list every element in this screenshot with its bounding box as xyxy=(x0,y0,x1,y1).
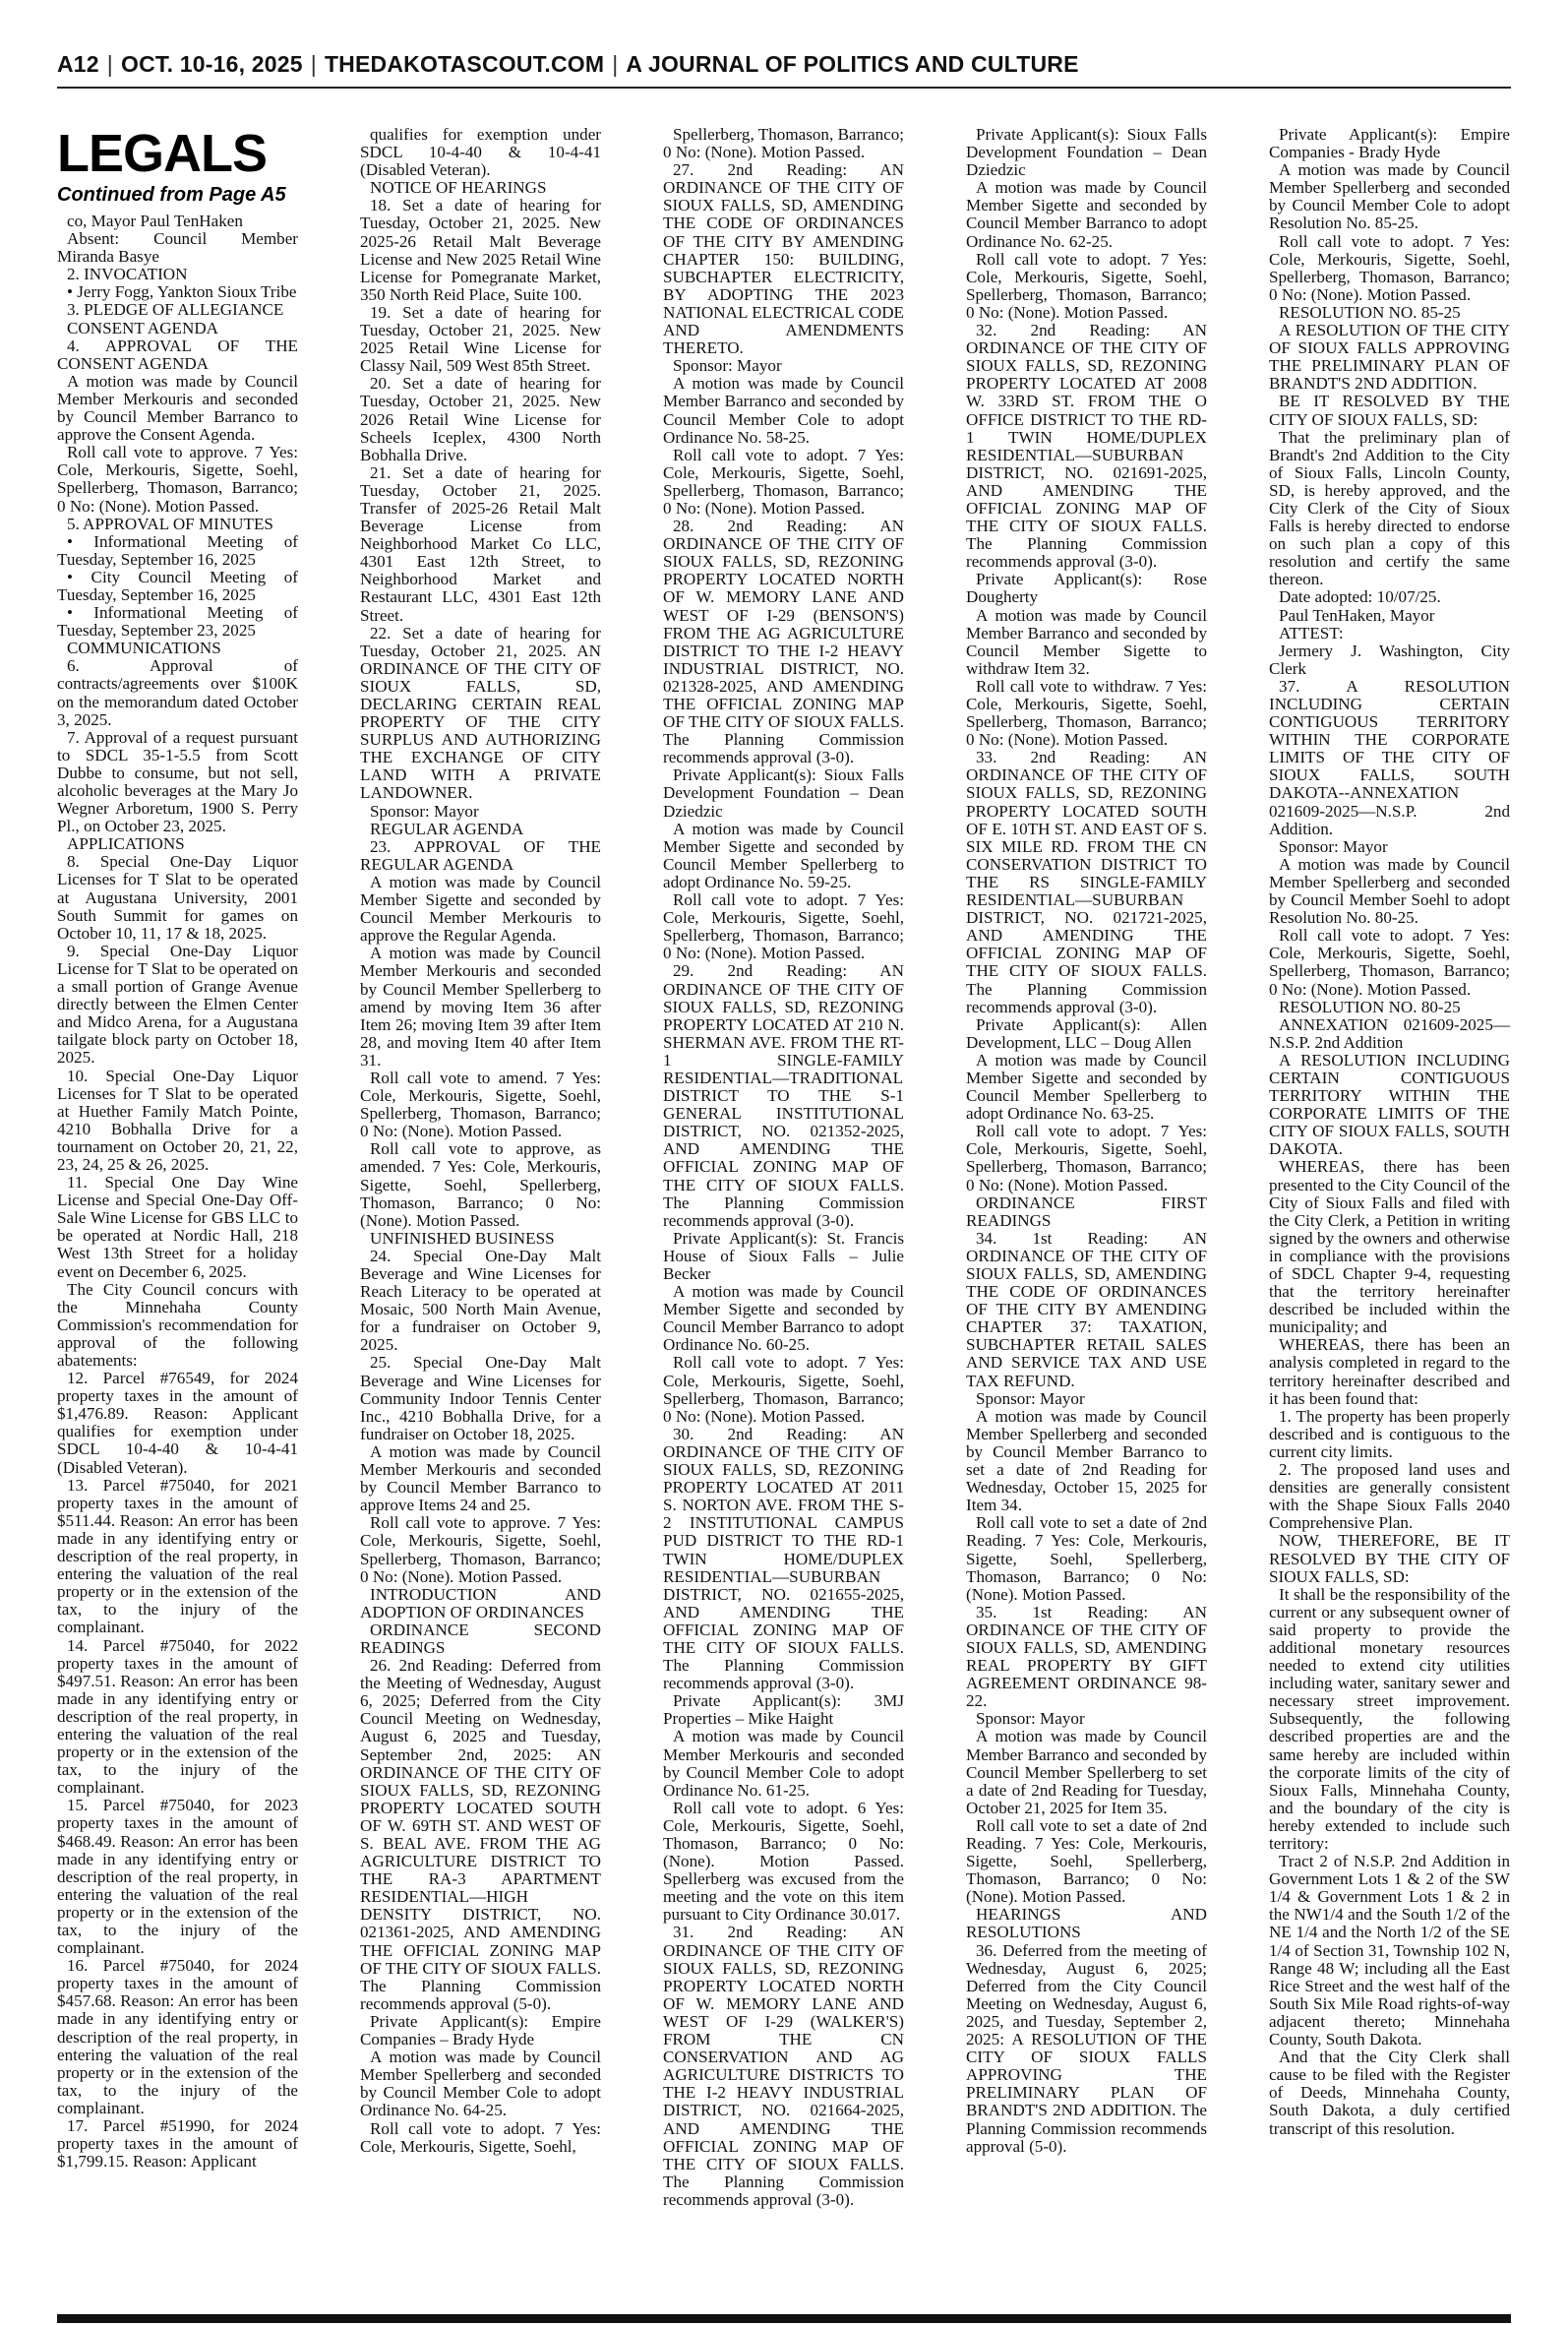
legal-paragraph: 23. APPROVAL OF THE REGULAR AGENDA xyxy=(360,836,601,874)
legal-paragraph: WHEREAS, there has been presented to the City Council of the City of Sioux Falls and filed with the City Clerk, a Petition in writing signed by the owners and otherwise in compliance with the provisions of SDCL Chapter 9-4, requesting that the territory hereinafter described be included within the municipality; and xyxy=(1269,1157,1510,1337)
page-header xyxy=(57,51,1513,83)
legal-paragraph: Date adopted: 10/07/25. xyxy=(1279,587,1441,607)
legal-paragraph: 33. 2nd Reading: AN ORDINANCE OF THE CITY OF SIOUX FALLS, SD, REZONING PROPERTY LOCATED SOUTH OF E. 10TH ST. AND EAST OF S. SIX MILE RD. FROM THE CN CONSERVATION DISTRICT TO THE RS SINGLE-FAMILY RESIDENTIAL—SUBURBAN DISTRICT, NO. 021721-2025, AND AMENDING THE OFFICIAL ZONING MAP OF THE CITY OF SIOUX FALLS. The Planning Commission recommends approval (3-0). xyxy=(966,748,1207,1016)
legal-paragraph: • Informational Meeting of Tuesday, September 16, 2025 xyxy=(57,531,298,569)
legal-paragraph: Roll call vote to approve. 7 Yes: Cole, Merkouris, Sigette, Soehl, Spellerberg, Thomason, Barranco; 0 No: (None). Motion Passed. xyxy=(57,443,298,516)
legal-paragraph: CONSENT AGENDA xyxy=(67,318,219,337)
legal-paragraph: 9. Special One-Day Liquor License for T Slat to be operated on a small portion of Grange Avenue directly between the Elmen Center and Midco Arena, for a Augustana tailgate block party on October 18, 2025. xyxy=(57,941,298,1068)
legal-paragraph: 16. Parcel #75040, for 2024 property taxes in the amount of $457.68. Reason: An error has been made in any identifying entry or description of the real property, in entering the valuation of the real property or in the extension of the tax, to the injury of the complainant. xyxy=(57,1956,298,2117)
legal-paragraph: 21. Set a date of hearing for Tuesday, October 21, 2025. Transfer of 2025-26 Retail Malt Beverage License from Neighborhood Market Co LLC, 4301 East 12th Street, to Neighborhood Market and Restaurant LLC, 4301 East 12th Street. xyxy=(360,462,601,625)
legal-paragraph: A motion was made by Council Member Barranco and seconded by Council Member Sigette to withdraw Item 32. xyxy=(966,605,1207,678)
legal-paragraph: • Jerry Fogg, Yankton Sioux Tribe xyxy=(67,282,297,302)
legals-columns xyxy=(57,126,1511,2308)
legal-paragraph: Jermery J. Washington, City Clerk xyxy=(1269,641,1510,678)
legal-paragraph: 7. Approval of a request pursuant to SDCL 35-1-5.5 from Scott Dubbe to consume, but not sell, alcoholic beverages at the Mary Jo Wegner Arboretum, 1900 S. Perry Pl., on October 23, 2025. xyxy=(57,727,298,836)
site-url: THEDAKOTASCOUT.COM xyxy=(324,51,605,77)
legal-paragraph: Roll call vote to withdraw. 7 Yes: Cole, Merkouris, Sigette, Soehl, Spellerberg, Thomason, Barranco; 0 No: (None). Motion Passed. xyxy=(966,676,1207,750)
legal-paragraph: 22. Set a date of hearing for Tuesday, October 21, 2025. AN ORDINANCE OF THE CITY OF SIOUX FALLS, SD, DECLARING CERTAIN REAL PROPERTY OF THE CITY SURPLUS AND AUTHORIZING THE EXCHANGE OF CITY LAND WITH A PRIVATE LANDOWNER. xyxy=(360,623,601,803)
legal-paragraph: A motion was made by Council Member Spellerberg and seconded by Council Member Cole to adopt Ordinance No. 64-25. xyxy=(360,2048,601,2120)
legal-paragraph: Sponsor: Mayor xyxy=(370,801,479,821)
legal-paragraph: Private Applicant(s): Empire Companies – Brady Hyde xyxy=(360,2011,601,2050)
legal-paragraph: Roll call vote to adopt. 7 Yes: Cole, Merkouris, Sigette, Soehl, Spellerberg, Thomason, Barranco; 0 No: (None). Motion Passed. xyxy=(966,249,1207,322)
footer-divider xyxy=(57,2314,1511,2323)
legal-paragraph: A motion was made by Council Member Merkouris and seconded by Council Member Barranco to approve the Consent Agenda. xyxy=(57,371,298,445)
legal-paragraph: 28. 2nd Reading: AN ORDINANCE OF THE CITY OF SIOUX FALLS, SD, REZONING PROPERTY LOCATED NORTH OF W. MEMORY LANE AND WEST OF I-29 (BENSON'S) FROM THE AG AGRICULTURE DISTRICT TO THE I-2 HEAVY INDUSTRIAL DISTRICT, NO. 021328-2025, AND AMENDING THE OFFICIAL ZONING MAP OF THE CITY OF SIOUX FALLS. The Planning Commission recommends approval (3-0). xyxy=(663,517,904,767)
legal-paragraph: 2. INVOCATION xyxy=(67,265,188,284)
legal-paragraph: 12. Parcel #76549, for 2024 property taxes in the amount of $1,476.89. Reason: Applicant qualifies for exemption under SDCL 10-4-40 & 10-4-41 (Disabled Veteran). xyxy=(57,1369,298,1477)
legal-paragraph: A motion was made by Council Member Merkouris and seconded by Council Member Spellerberg to amend by moving Item 36 after Item 26; moving Item 39 after Item 28, and moving Item 40 after Item 31. xyxy=(360,944,601,1070)
legal-paragraph: RESOLUTION NO. 85-25 xyxy=(1279,302,1461,322)
legal-paragraph: Sponsor: Mayor xyxy=(1279,836,1388,856)
legal-paragraph: 4. APPROVAL OF THE CONSENT AGENDA xyxy=(57,336,298,373)
legal-paragraph: A motion was made by Council Member Sigette and seconded by Council Member Merkouris to approve the Regular Agenda. xyxy=(360,872,601,946)
legal-paragraph: Roll call vote to adopt. 7 Yes: Cole, Merkouris, Sigette, Soehl, Spellerberg, Thomason, Barranco; 0 No: (None). Motion Passed. xyxy=(663,445,904,518)
legal-paragraph: 14. Parcel #75040, for 2022 property taxes in the amount of $497.51. Reason: An error has been made in any identifying entry or description of the real property, in entering the valuation of the real property or in the extension of the tax, to the injury of the complainant. xyxy=(57,1635,298,1798)
issue-date: OCT. 10-16, 2025 xyxy=(120,51,303,77)
legal-paragraph: A motion was made by Council Member Sigette and seconded by Council Member Spellerberg to adopt Ordinance No. 63-25. xyxy=(966,1050,1207,1124)
legal-paragraph: Roll call vote to approve, as amended. 7 Yes: Cole, Merkouris, Sigette, Soehl, Spellerberg, Thomason, Barranco; 0 No: (None). Motion Passed. xyxy=(360,1139,601,1230)
legal-paragraph: 17. Parcel #51990, for 2024 property taxes in the amount of $1,799.15. Reason: Applicant xyxy=(57,2116,298,2172)
legal-paragraph: 8. Special One-Day Liquor Licenses for T Slat to be operated at Augustana University, 2001 South Summit for games on October 10, 11, 17 & 18, 2025. xyxy=(57,852,298,943)
legal-paragraph: ORDINANCE SECOND READINGS xyxy=(360,1620,601,1657)
legal-paragraph: Private Applicant(s): Sioux Falls Development Foundation – Dean Dziedzic xyxy=(966,126,1207,180)
legal-paragraph: 19. Set a date of hearing for Tuesday, October 21, 2025. New 2025 Retail Wine License for Classy Nail, 509 West 85th Street. xyxy=(360,302,601,376)
legal-paragraph: Roll call vote to adopt. 7 Yes: Cole, Merkouris, Sigette, Soehl, Spellerberg, Thomason, Barranco; 0 No: (None). Motion Passed. xyxy=(966,1122,1207,1194)
column-5 xyxy=(1269,126,1510,2308)
legal-paragraph: 35. 1st Reading: AN ORDINANCE OF THE CITY OF SIOUX FALLS, SD, AMENDING REAL PROPERTY BY GIFT AGREEMENT ORDINANCE 98-22. xyxy=(966,1602,1207,1711)
legal-paragraph: And that the City Clerk shall cause to be filed with the Register of Deeds, Minnehaha County, South Dakota, a duly certified transcript of this resolution. xyxy=(1269,2048,1510,2138)
legal-paragraph: Roll call vote to adopt. 6 Yes: Cole, Merkouris, Sigette, Soehl, Thomason, Barranco; 0 No: (None). Motion Passed. Spellerberg was excused from the meeting and the vote on this item pursuant to City Ordinance 30.017. xyxy=(663,1798,904,1925)
legal-paragraph: A motion was made by Council Member Spellerberg and seconded by Council Member Soehl to adopt Resolution No. 80-25. xyxy=(1269,854,1510,928)
legal-paragraph: Private Applicant(s): Sioux Falls Development Foundation – Dean Dziedzic xyxy=(663,765,904,821)
legal-paragraph: A motion was made by Council Member Barranco and seconded by Council Member Cole to adopt Ordinance No. 58-25. xyxy=(663,374,904,447)
legal-paragraph: 18. Set a date of hearing for Tuesday, October 21, 2025. New 2025-26 Retail Malt Beverage License and New 2025 Retail Wine License for Pomegranate Market, 350 North Reid Place, Suite 100. xyxy=(360,196,601,304)
legal-paragraph: 3. PLEDGE OF ALLEGIANCE xyxy=(67,300,284,320)
section-title: LEGALS xyxy=(57,126,268,183)
header-separator: | xyxy=(106,51,113,77)
legal-paragraph: RESOLUTION NO. 80-25 xyxy=(1279,997,1461,1016)
legal-paragraph: The City Council concurs with the Minnehaha County Commission's recommendation for approval of the following abatements: xyxy=(57,1279,298,1370)
legal-paragraph: ATTEST: xyxy=(1279,623,1344,642)
legal-paragraph: Private Applicant(s): 3MJ Properties – Mike Haight xyxy=(663,1691,904,1729)
legal-paragraph: 34. 1st Reading: AN ORDINANCE OF THE CITY OF SIOUX FALLS, SD, AMENDING THE CODE OF ORDINANCES OF THE CITY BY AMENDING CHAPTER 37: TAXATION, SUBCHAPTER RETAIL SALES AND SERVICE TAX AND USE TAX REFUND. xyxy=(966,1228,1207,1390)
legal-paragraph: Roll call vote to set a date of 2nd Reading. 7 Yes: Cole, Merkouris, Sigette, Soehl, Spellerberg, Thomason, Barranco; 0 No: (None). Motion Passed. xyxy=(966,1513,1207,1604)
legal-paragraph: INTRODUCTION AND ADOPTION OF ORDINANCES xyxy=(360,1584,601,1621)
legal-paragraph: UNFINISHED BUSINESS xyxy=(370,1228,555,1248)
legal-paragraph: Roll call vote to adopt. 7 Yes: Cole, Merkouris, Sigette, Soehl, Spellerberg, Thomason, Barranco; 0 No: (None). Motion Passed. xyxy=(1269,926,1510,999)
legal-paragraph: HEARINGS AND RESOLUTIONS xyxy=(966,1905,1207,1942)
legal-paragraph: REGULAR AGENDA xyxy=(370,819,524,838)
legal-paragraph: co, Mayor Paul TenHaken xyxy=(67,212,243,230)
legal-paragraph: A motion was made by Council Member Merkouris and seconded by Council Member Cole to adopt Ordinance No. 61-25. xyxy=(663,1727,904,1800)
legal-paragraph: Roll call vote to adopt. 7 Yes: Cole, Merkouris, Sigette, Soehl, Spellerberg, Thomason, Barranco; 0 No: (None). Motion Passed. xyxy=(663,890,904,963)
legal-paragraph: A motion was made by Council Member Sigette and seconded by Council Member Barranco to adopt Ordinance No. 62-25. xyxy=(966,178,1207,251)
legal-paragraph: Roll call vote to adopt. 7 Yes: Cole, Merkouris, Sigette, Soehl, Spellerberg, Thomason, Barranco; 0 No: (None). Motion Passed. xyxy=(1269,231,1510,304)
legal-paragraph: BE IT RESOLVED BY THE CITY OF SIOUX FALLS, SD: xyxy=(1269,392,1510,429)
legal-paragraph: • City Council Meeting of Tuesday, September 16, 2025 xyxy=(57,567,298,604)
column-2 xyxy=(360,126,601,2308)
legal-paragraph: 24. Special One-Day Malt Beverage and Wine Licenses for Reach Literacy to be operated at Mosaic, 500 North Main Avenue, for a fundraiser on October 9, 2025. xyxy=(360,1246,601,1355)
legal-paragraph: APPLICATIONS xyxy=(67,834,185,854)
legal-paragraph: NOW, THEREFORE, BE IT RESOLVED BY THE CITY OF SIOUX FALLS, SD: xyxy=(1269,1531,1510,1586)
legal-paragraph: Roll call vote to set a date of 2nd Reading. 7 Yes: Cole, Merkouris, Sigette, Soehl, Spellerberg, Thomason, Barranco; 0 No: (None). Motion Passed. xyxy=(966,1815,1207,1907)
legal-paragraph: 6. Approval of contracts/agreements over $100K on the memorandum dated October 3, 2025. xyxy=(57,656,298,729)
legal-paragraph: 11. Special One Day Wine License and Special One-Day Off-Sale Wine License for GBS LLC to be operated at Nordic Hall, 218 West 13th Street for a holiday event on December 6, 2025. xyxy=(57,1173,298,1281)
header-divider xyxy=(57,87,1511,89)
legal-paragraph: qualifies for exemption under SDCL 10-4-40 & 10-4-41 (Disabled Veteran). xyxy=(360,126,601,180)
column-4 xyxy=(966,126,1207,2308)
legal-paragraph: Private Applicant(s): Rose Dougherty xyxy=(966,570,1207,607)
legal-paragraph: A motion was made by Council Member Merkouris and seconded by Council Member Barranco to approve Items 24 and 25. xyxy=(360,1441,601,1515)
legal-paragraph: WHEREAS, there has been an analysis completed in regard to the territory hereinafter described and it has been found that: xyxy=(1269,1335,1510,1408)
legal-paragraph: Roll call vote to adopt. 7 Yes: Cole, Merkouris, Sigette, Soehl, xyxy=(360,2118,601,2156)
legal-paragraph: Private Applicant(s): Allen Development, LLC – Doug Allen xyxy=(966,1014,1207,1052)
legal-paragraph: 27. 2nd Reading: AN ORDINANCE OF THE CITY OF SIOUX FALLS, SD, AMENDING THE CODE OF ORDINANCES OF THE CITY BY AMENDING CHAPTER 150: BUILDING, SUBCHAPTER ELECTRICITY, BY ADOPTING THE 2023 NATIONAL ELECTRICAL CODE AND AMENDMENTS THERETO. xyxy=(663,160,904,358)
legal-paragraph: 10. Special One-Day Liquor Licenses for T Slat to be operated at Huether Family Match Pointe, 4210 Bobhalla Drive for a tournament on October 20, 21, 22, 23, 24, 25 & 26, 2025. xyxy=(57,1066,298,1174)
legal-paragraph: • Informational Meeting of Tuesday, September 23, 2025 xyxy=(57,603,298,641)
legal-paragraph: Private Applicant(s): St. Francis House of Sioux Falls – Julie Becker xyxy=(663,1228,904,1283)
legal-paragraph: A motion was made by Council Member Barranco and seconded by Council Member Spellerberg to set a date of 2nd Reading for Tuesday, October 21, 2025 for Item 35. xyxy=(966,1727,1207,1817)
legal-paragraph: 5. APPROVAL OF MINUTES xyxy=(67,514,273,533)
header-separator: | xyxy=(310,51,317,77)
legal-paragraph: NOTICE OF HEARINGS xyxy=(370,178,547,198)
legal-paragraph: Roll call vote to amend. 7 Yes: Cole, Merkouris, Sigette, Soehl, Spellerberg, Thomason, Barranco; 0 No: (None). Motion Passed. xyxy=(360,1068,601,1141)
legal-paragraph: A motion was made by Council Member Spellerberg and seconded by Council Member Cole to adopt Resolution No. 85-25. xyxy=(1269,160,1510,233)
legal-paragraph: 29. 2nd Reading: AN ORDINANCE OF THE CITY OF SIOUX FALLS, SD, REZONING PROPERTY LOCATED AT 210 N. SHERMAN AVE. FROM THE RT-1 SINGLE-FAMILY RESIDENTIAL—TRADITIONAL DISTRICT TO THE S-1 GENERAL INSTITUTIONAL DISTRICT, NO. 021352-2025, AND AMENDING THE OFFICIAL ZONING MAP OF THE CITY OF SIOUX FALLS. The Planning Commission recommends approval (3-0). xyxy=(663,961,904,1230)
page-number: A12 xyxy=(57,51,99,77)
legal-paragraph: ORDINANCE FIRST READINGS xyxy=(966,1193,1207,1230)
legal-paragraph: Sponsor: Mayor xyxy=(976,1388,1085,1408)
legal-paragraph: Roll call vote to approve. 7 Yes: Cole, Merkouris, Sigette, Soehl, Spellerberg, Thomason, Barranco; 0 No: (None). Motion Passed. xyxy=(360,1513,601,1586)
legal-paragraph: A motion was made by Council Member Sigette and seconded by Council Member Barranco to adopt Ordinance No. 60-25. xyxy=(663,1282,904,1355)
legal-paragraph: 26. 2nd Reading: Deferred from the Meeting of Wednesday, August 6, 2025; Deferred from the City Council Meeting on Wednesday, August 6, 2025 and Tuesday, September 2nd, 2025: AN ORDINANCE OF THE CITY OF SIOUX FALLS, SD, REZONING PROPERTY LOCATED SOUTH OF W. 69TH ST. AND WEST OF S. BEAL AVE. FROM THE AG AGRICULTURE DISTRICT TO THE RA-3 APARTMENT RESIDENTIAL—HIGH DENSITY DISTRICT, NO. 021361-2025, AND AMENDING THE OFFICIAL ZONING MAP OF THE CITY OF SIOUX FALLS. The Planning Commission recommends approval (5-0). xyxy=(360,1656,601,2013)
continued-note: Continued from Page A5 xyxy=(57,184,286,206)
legal-paragraph: Sponsor: Mayor xyxy=(976,1709,1085,1729)
column-1 xyxy=(57,126,298,2308)
legal-paragraph: Absent: Council Member Miranda Basye xyxy=(57,229,298,267)
legal-paragraph: 15. Parcel #75040, for 2023 property taxes in the amount of $468.49. Reason: An error has been made in any identifying entry or description of the real property, in entering the valuation of the real property or in the extension of the tax, to the injury of the complainant. xyxy=(57,1796,298,1958)
legal-paragraph: 20. Set a date of hearing for Tuesday, October 21, 2025. New 2026 Retail Wine License for Scheels Iceplex, 4300 North Bobhalla Drive. xyxy=(360,374,601,464)
header-separator: | xyxy=(612,51,619,77)
legal-paragraph: 31. 2nd Reading: AN ORDINANCE OF THE CITY OF SIOUX FALLS, SD, REZONING PROPERTY LOCATED NORTH OF W. MEMORY LANE AND WEST OF I-29 (WALKER'S) FROM THE CN CONSERVATION AND AG AGRICULTURE DISTRICTS TO THE I-2 HEAVY INDUSTRIAL DISTRICT, NO. 021664-2025, AND AMENDING THE OFFICIAL ZONING MAP OF THE CITY OF SIOUX FALLS. The Planning Commission recommends approval (3-0). xyxy=(663,1923,904,2209)
tagline: A JOURNAL OF POLITICS AND CULTURE xyxy=(626,51,1079,77)
legal-paragraph: Paul TenHaken, Mayor xyxy=(1279,605,1435,625)
legal-paragraph: A RESOLUTION OF THE CITY OF SIOUX FALLS APPROVING THE PRELIMINARY PLAN OF BRANDT'S 2ND ADDITION. xyxy=(1269,321,1510,394)
legal-paragraph: ANNEXATION 021609-2025—N.S.P. 2nd Addition xyxy=(1269,1014,1510,1052)
legal-paragraph: A motion was made by Council Member Spellerberg and seconded by Council Member Barranco to set a date of 2nd Reading for Wednesday, October 15, 2025 for Item 34. xyxy=(966,1406,1207,1515)
legal-paragraph: It shall be the responsibility of the current or any subsequent owner of said property to provide the additional monetary resources needed to extend city utilities including water, sanitary sewer and necessary street improvement. Subsequently, the following described properties are and the same hereby are included within the corporate limits of the city of Sioux Falls, Minnehaha County, and the boundary of the city is hereby extended to include such territory: xyxy=(1269,1584,1510,1853)
legal-paragraph: 30. 2nd Reading: AN ORDINANCE OF THE CITY OF SIOUX FALLS, SD, REZONING PROPERTY LOCATED AT 2011 S. NORTON AVE. FROM THE S-2 INSTITUTIONAL CAMPUS PUD DISTRICT TO THE RD-1 TWIN HOME/DUPLEX RESIDENTIAL—SUBURBAN DISTRICT, NO. 021655-2025, AND AMENDING THE OFFICIAL ZONING MAP OF THE CITY OF SIOUX FALLS. The Planning Commission recommends approval (3-0). xyxy=(663,1424,904,1693)
legal-paragraph: A motion was made by Council Member Sigette and seconded by Council Member Spellerberg to adopt Ordinance No. 59-25. xyxy=(663,819,904,891)
legal-paragraph: Private Applicant(s): Empire Companies - Brady Hyde xyxy=(1269,126,1510,162)
legal-paragraph: Spellerberg, Thomason, Barranco; 0 No: (None). Motion Passed. xyxy=(663,126,904,162)
column-3 xyxy=(663,126,904,2308)
legal-paragraph: 37. A RESOLUTION INCLUDING CERTAIN CONTIGUOUS TERRITORY WITHIN THE CORPORATE LIMITS OF THE CITY OF SIOUX FALLS, SOUTH DAKOTA--ANNEXATION 021609-2025—N.S.P. 2nd Addition. xyxy=(1269,676,1510,838)
legal-paragraph: Roll call vote to adopt. 7 Yes: Cole, Merkouris, Sigette, Soehl, Spellerberg, Thomason, Barranco; 0 No: (None). Motion Passed. xyxy=(663,1353,904,1426)
legal-paragraph: COMMUNICATIONS xyxy=(67,639,221,658)
legal-paragraph: 36. Deferred from the meeting of Wednesday, August 6, 2025; Deferred from the City Council Meeting on Wednesday, August 6, 2025, and Tuesday, September 2, 2025: A RESOLUTION OF THE CITY OF SIOUX FALLS APPROVING THE PRELIMINARY PLAN OF BRANDT'S 2ND ADDITION. The Planning Commission recommends approval (5-0). xyxy=(966,1940,1207,2156)
legal-paragraph: 32. 2nd Reading: AN ORDINANCE OF THE CITY OF SIOUX FALLS, SD, REZONING PROPERTY LOCATED AT 2008 W. 33RD ST. FROM THE O OFFICE DISTRICT TO THE RD-1 TWIN HOME/DUPLEX RESIDENTIAL—SUBURBAN DISTRICT, NO. 021691-2025, AND AMENDING THE OFFICIAL ZONING MAP OF THE CITY OF SIOUX FALLS. The Planning Commission recommends approval (3-0). xyxy=(966,321,1207,572)
legal-paragraph: 2. The proposed land uses and densities are generally consistent with the Shape Sioux Falls 2040 Comprehensive Plan. xyxy=(1269,1460,1510,1533)
legal-paragraph: 25. Special One-Day Malt Beverage and Wine Licenses for Community Indoor Tennis Center Inc., 4210 Bobhalla Drive, for a fundraiser on October 18, 2025. xyxy=(360,1353,601,1443)
legal-paragraph: 1. The property has been properly described and is contiguous to the current city limits. xyxy=(1269,1406,1510,1461)
legal-paragraph: Sponsor: Mayor xyxy=(673,356,782,376)
legal-paragraph: Tract 2 of N.S.P. 2nd Addition in Government Lots 1 & 2 of the SW 1/4 & Government Lots 1 & 2 in the NW1/4 and the South 1/2 of the NE 1/4 and the North 1/2 of the SE 1/4 of Section 31, Township 102 N, Range 48 W; including all the East Rice Street and the west half of the South Six Mile Road rights-of-way adjacent thereto; Minnehaha County, South Dakota. xyxy=(1269,1852,1510,2050)
legal-paragraph: That the preliminary plan of Brandt's 2nd Addition to the City of Sioux Falls, Lincoln County, SD, is hereby approved, and the City Clerk of the City of Sioux Falls is hereby directed to endorse on such plan a copy of this resolution and certify the same thereon. xyxy=(1269,427,1510,589)
legal-paragraph: 13. Parcel #75040, for 2021 property taxes in the amount of $511.44. Reason: An error has been made in any identifying entry or description of the real property, in entering the valuation of the real property or in the extension of the tax, to the injury of the complainant. xyxy=(57,1475,298,1637)
legal-paragraph: A RESOLUTION INCLUDING CERTAIN CONTIGUOUS TERRITORY WITHIN THE CORPORATE LIMITS OF THE CITY OF SIOUX FALLS, SOUTH DAKOTA. xyxy=(1269,1050,1510,1159)
